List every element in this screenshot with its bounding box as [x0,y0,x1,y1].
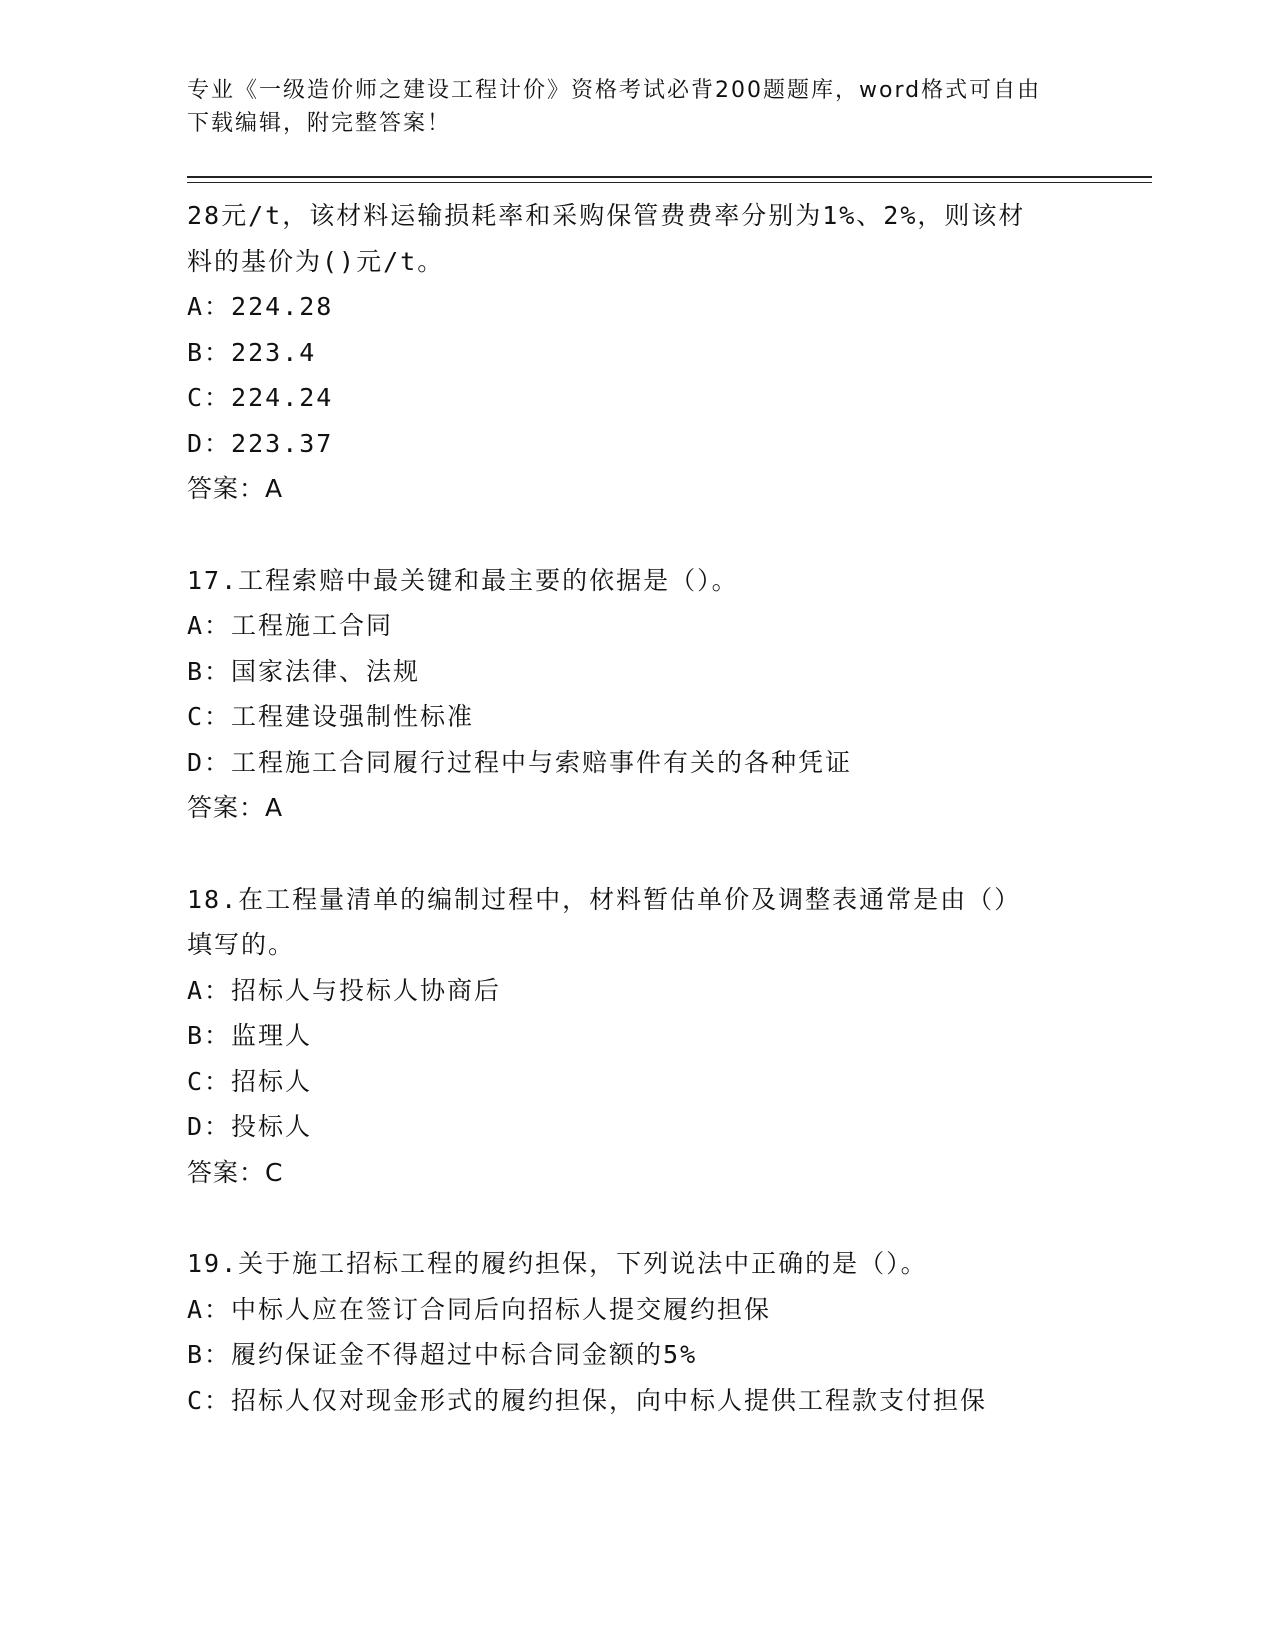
option-c: C：224.24 [187,383,334,412]
option-d: D：223.37 [187,428,334,458]
option-b: B：履约保证金不得超过中标合同金额的5% [187,1340,698,1369]
option-a: A：中标人应在签订合同后向招标人提交履约担保 [187,1294,772,1324]
answer-line: 答案：C [187,1157,284,1187]
question-stem-line: 17.工程索赔中最关键和最主要的依据是（）。 [187,565,739,595]
question-18 [187,877,1087,1196]
option-a: A：招标人与投标人协商后 [187,975,502,1005]
header-divider-thick [187,176,1152,178]
option-a: A：224.28 [187,292,334,321]
question-stem-line: 填写的。 [187,930,296,959]
question-stem-line: 料的基价为()元/t。 [187,246,445,276]
question-19 [187,1241,1087,1423]
question-stem-line: 28元/t，该材料运输损耗率和采购保管费费率分别为1%、2%，则该材 [187,201,1026,230]
answer-line: 答案：A [187,793,284,822]
option-c: C：招标人仅对现金形式的履约担保，向中标人提供工程款支付担保 [187,1385,988,1415]
question-17 [187,558,1087,831]
header-line-1: 专业《一级造价师之建设工程计价》资格考试必背200题题库，word格式可自由 [187,78,1042,103]
option-b: B：223.4 [187,337,317,367]
option-d: D：投标人 [187,1112,313,1141]
option-d: D：工程施工合同履行过程中与索赔事件有关的各种凭证 [187,747,853,777]
option-a: A：工程施工合同 [187,611,394,640]
answer-line: 答案：A [187,474,284,503]
question-stem-line: 19.关于施工招标工程的履约担保，下列说法中正确的是（）。 [187,1249,928,1278]
document-body [187,193,1087,1423]
option-b: B：监理人 [187,1021,313,1050]
question-continued [187,193,1087,512]
document-header [187,74,1087,140]
option-c: C：工程建设强制性标准 [187,702,475,731]
option-b: B：国家法律、法规 [187,656,421,686]
question-stem-line: 18.在工程量清单的编制过程中，材料暂估单价及调整表通常是由（） [187,884,1022,914]
header-line-2: 下载编辑，附完整答案！ [187,111,452,136]
option-c: C：招标人 [187,1066,313,1096]
header-divider-thin [187,182,1152,183]
